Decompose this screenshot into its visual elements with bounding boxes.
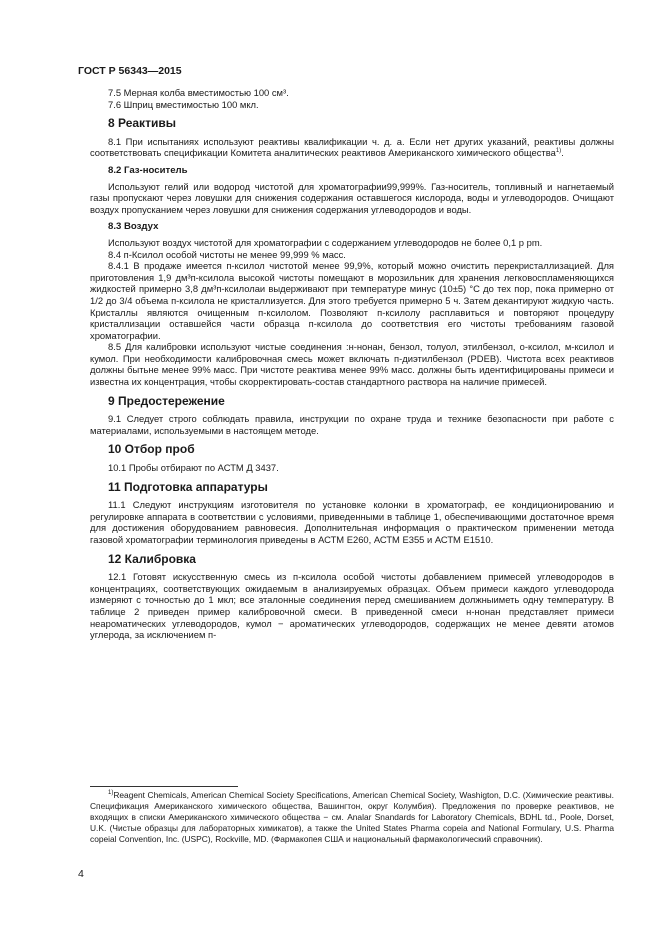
footnote-marker: 1) xyxy=(108,790,114,797)
footnote-separator xyxy=(90,786,238,787)
footnote-text xyxy=(90,790,614,845)
footnote-ref: 1) xyxy=(555,148,562,155)
para-12-1: 12.1 Готовят искусственную смесь из п-ксилола особой чистоты добавлением примесей углеводородов в концентрациях, соответствующих ожидаемым в анализируемых образцах. Объем примеси каждого углеводорода измеряют с точностью до 1 мкл; все эталонные соединения перед смешиванием должныиметь одну температуру. В таблице 2 приведен пример калибровочной смеси. В приведенной смеси н-нонан представляет примеси неароматических углеводородов, кумол − ароматических углеводородов, содержащих не менее девяти атомов углерода, за исключением п- xyxy=(90,571,614,641)
para-8-1-text: 8.1 При испытаниях используют реактивы квалификации ч. д. а. Если нет других указаний, реактивы должны соответствовать спецификации Комитета аналитических реактивов Американского химического общества xyxy=(90,135,614,159)
section-9-title: 9 Предостережение xyxy=(108,393,225,408)
document-body xyxy=(90,87,614,641)
item-7-6: 7.6 Шприц вместимостью 100 мкл. xyxy=(108,98,259,110)
para-8-1-end: . xyxy=(561,147,564,159)
para-9-1: 9.1 Следует строго соблюдать правила, инструкции по охране труда и технике безопасности при работе с материалами, используемыми в настоящем методе. xyxy=(90,413,614,436)
para-8-2: Используют гелий или водород чистотой для хроматографии99,999%. Газ-носитель, топливный и нагнетаемый газы пропускают через ловушки для снижения содержания оставшегося кислорода, воды и углеводородов. Очищают воздух пропусканием через ловушки для снижения содержания углеводородов и воды. xyxy=(90,180,614,215)
para-8-1 xyxy=(90,136,614,159)
para-8-4: 8.4 п-Ксилол особой чистоты не менее 99,999 % масс. xyxy=(108,248,346,260)
para-10-1: 10.1 Пробы отбирают по АСТМ Д 3437. xyxy=(108,462,279,474)
para-8-5: 8.5 Для калибровки используют чистые соединения :н-нонан, бензол, толуол, этилбензол, о-ксилол, м-ксилол и кумол. При необходимости калибровочная смесь может включать п-диэтилбензол (PDEB). Чистота всех реактивов должны бытьне менее 99% масс. При чистоте реактива менее 99% масс. должны быть идентифицированы примеси и известна их концентрация, чтобы скорректировать-состав стандартного раствора на наличие примесей. xyxy=(90,341,614,388)
para-8-4-1: 8.4.1 В продаже имеется п-ксилол чистотой менее 99,9%, который можно очистить перекристаллизацией. Для приготовления 1,9 дм³п-ксилола высокой чистоты помещают в морозильник для хранения легковоспламеняющихся жидкостей примерно 3,8 дм³п-ксилолаи выдерживают при температуре минус (10±5) °С до тех пор, пока примерно от 1/2 до 3/4 объема п-ксилола не кристаллизуется. Для этого требуется примерно 5 ч. Затем декантируют жидкую часть. Кристаллы являются очищенным п-ксилолом. Позволяют п-ксилолу расплавиться и повторяют процедуру кристаллизации оставшейся части образца п-ксилола до соответствия его чистоты требованиям газовой хроматографии. xyxy=(90,260,614,341)
section-8-3-title: 8.3 Воздух xyxy=(108,221,159,233)
section-8-title: 8 Реактивы xyxy=(108,116,176,131)
para-11-1: 11.1 Следуют инструкциям изготовителя по установке колонки в хроматограф, ее кондиционированию и регулировке аппарата в соответствии с условиями, приведенными в таблице 1, обеспечивающими достаточное время для достижения оборудованием равновесия. Дополнительная информация о практическом применении метода газовой хроматографии терминология приведены в АСТМ Е260, АСТМ Е355 и АСТМ Е1510. xyxy=(90,499,614,545)
footnote-body: Reagent Chemicals, American Chemical Society Specifications, American Chemical Society, Washigton, D.C. (Химические реактивы. Спецификация Американского химического общества, Вашингтон, округ Колумбия). Предложения по проверке реактивов, не входящих в списки Американского химического общества − см. Analar Snandards for Laboratory Chemicals, BDHL td., Poole, Dorset, U.K. (Чистые образцы для лабораторных химикатов), а также the United States Pharma copeia and National Formulary, U.S. Pharma copeial Convention, Inc. (USPC), Rockville, MD. (Фармакопея США и национальный фармакологический справочник). xyxy=(90,790,614,844)
item-7-5: 7.5 Мерная колба вместимостью 100 см³. xyxy=(108,87,289,98)
section-11-title: 11 Подготовка аппаратуры xyxy=(108,479,268,494)
section-10-title: 10 Отбор проб xyxy=(108,442,195,457)
footnote xyxy=(90,790,614,845)
para-8-3: Используют воздух чистотой для хроматографии с содержанием углеводородов не более 0,1 р pm. xyxy=(108,236,543,248)
section-12-title: 12 Калибровка xyxy=(108,551,196,566)
section-8-2-title: 8.2 Газ-носитель xyxy=(108,164,188,176)
document-header: ГОСТ Р 56343—2015 xyxy=(78,65,182,77)
page-number: 4 xyxy=(78,868,84,880)
